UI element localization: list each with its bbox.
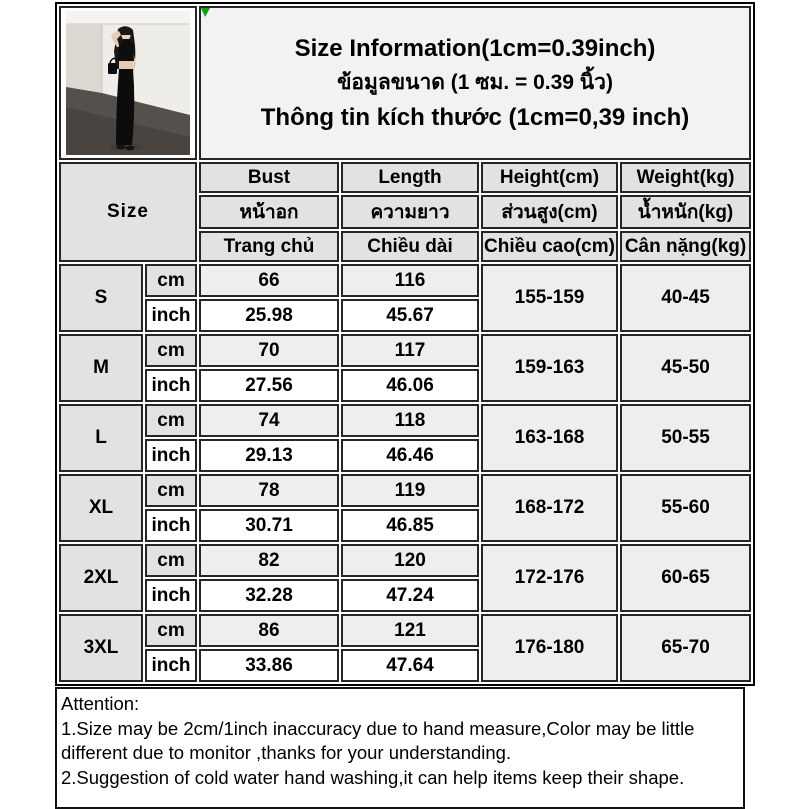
length-inch-2xl: 47.24 [341, 579, 479, 612]
table-row [59, 474, 751, 507]
size-xl: XL [59, 474, 143, 542]
col-height-vi: Chiều cao(cm) [481, 231, 618, 262]
col-length-en: Length [341, 162, 479, 193]
col-height-en: Height(cm) [481, 162, 618, 193]
unit-cm: cm [145, 474, 197, 507]
title-english: Size Information(1cm=0.39inch) [294, 34, 656, 62]
bust-cm-m: 70 [199, 334, 339, 367]
unit-inch: inch [145, 369, 197, 402]
bust-inch-l: 29.13 [199, 439, 339, 472]
bust-cm-2xl: 82 [199, 544, 339, 577]
height-s: 155-159 [481, 264, 618, 332]
col-bust-th: หน้าอก [199, 195, 339, 229]
bust-inch-m: 27.56 [199, 369, 339, 402]
length-cm-2xl: 120 [341, 544, 479, 577]
size-l: L [59, 404, 143, 472]
size-chart-sheet [55, 2, 745, 809]
bust-inch-s: 25.98 [199, 299, 339, 332]
col-weight-vi: Cân nặng(kg) [620, 231, 751, 262]
length-cm-3xl: 121 [341, 614, 479, 647]
unit-cm: cm [145, 264, 197, 297]
bust-cm-xl: 78 [199, 474, 339, 507]
height-3xl: 176-180 [481, 614, 618, 682]
title-vietnamese: Thông tin kích thước (1cm=0,39 inch) [260, 104, 690, 132]
bust-cm-s: 66 [199, 264, 339, 297]
unit-cm: cm [145, 614, 197, 647]
col-bust-vi: Trang chủ [199, 231, 339, 262]
height-m: 159-163 [481, 334, 618, 402]
table-row [59, 614, 751, 647]
unit-inch: inch [145, 299, 197, 332]
length-inch-l: 46.46 [341, 439, 479, 472]
length-inch-m: 46.06 [341, 369, 479, 402]
length-inch-s: 45.67 [341, 299, 479, 332]
weight-s: 40-45 [620, 264, 751, 332]
weight-l: 50-55 [620, 404, 751, 472]
col-weight-en: Weight(kg) [620, 162, 751, 193]
unit-cm: cm [145, 544, 197, 577]
length-cm-s: 116 [341, 264, 479, 297]
table-row [59, 334, 751, 367]
top-row [59, 6, 751, 160]
height-l: 163-168 [481, 404, 618, 472]
size-2xl: 2XL [59, 544, 143, 612]
col-weight-th: น้ำหนัก(kg) [620, 195, 751, 229]
size-m: M [59, 334, 143, 402]
length-inch-xl: 46.85 [341, 509, 479, 542]
unit-inch: inch [145, 649, 197, 682]
bust-inch-3xl: 33.86 [199, 649, 339, 682]
weight-2xl: 60-65 [620, 544, 751, 612]
col-height-th: ส่วนสูง(cm) [481, 195, 618, 229]
table-row [59, 264, 751, 297]
weight-xl: 55-60 [620, 474, 751, 542]
bust-cm-l: 74 [199, 404, 339, 437]
table-row [59, 544, 751, 577]
col-length-vi: Chiều dài [341, 231, 479, 262]
attention-heading: Attention: [61, 693, 140, 714]
size-s: S [59, 264, 143, 332]
product-photo [59, 6, 197, 160]
length-cm-xl: 119 [341, 474, 479, 507]
model-photo-illustration [66, 11, 190, 155]
size-header: Size [59, 162, 197, 262]
length-cm-l: 118 [341, 404, 479, 437]
size-3xl: 3XL [59, 614, 143, 682]
attention-line-1: 1.Size may be 2cm/1inch inaccuracy due to hand measure,Color may be little different due to monitor ,thanks for your understanding. [61, 717, 695, 764]
attention-line-2: 2.Suggestion of cold water hand washing,it can help items keep their shape. [61, 766, 685, 788]
unit-inch: inch [145, 509, 197, 542]
height-2xl: 172-176 [481, 544, 618, 612]
col-length-th: ความยาว [341, 195, 479, 229]
unit-cm: cm [145, 334, 197, 367]
unit-inch: inch [145, 439, 197, 472]
bust-inch-2xl: 32.28 [199, 579, 339, 612]
height-xl: 168-172 [481, 474, 618, 542]
title-thai: ข้อมูลขนาด (1 ซม. = 0.39 นิ้ว) [337, 70, 613, 94]
bust-inch-xl: 30.71 [199, 509, 339, 542]
col-bust-en: Bust [199, 162, 339, 193]
unit-inch: inch [145, 579, 197, 612]
title-cell [199, 6, 751, 160]
unit-cm: cm [145, 404, 197, 437]
header-row-en [59, 162, 751, 193]
table-row [59, 404, 751, 437]
length-inch-3xl: 47.64 [341, 649, 479, 682]
attention-note [55, 687, 745, 809]
length-cm-m: 117 [341, 334, 479, 367]
weight-m: 45-50 [620, 334, 751, 402]
corner-marker-icon [201, 8, 210, 17]
size-table [55, 2, 755, 686]
bust-cm-3xl: 86 [199, 614, 339, 647]
weight-3xl: 65-70 [620, 614, 751, 682]
